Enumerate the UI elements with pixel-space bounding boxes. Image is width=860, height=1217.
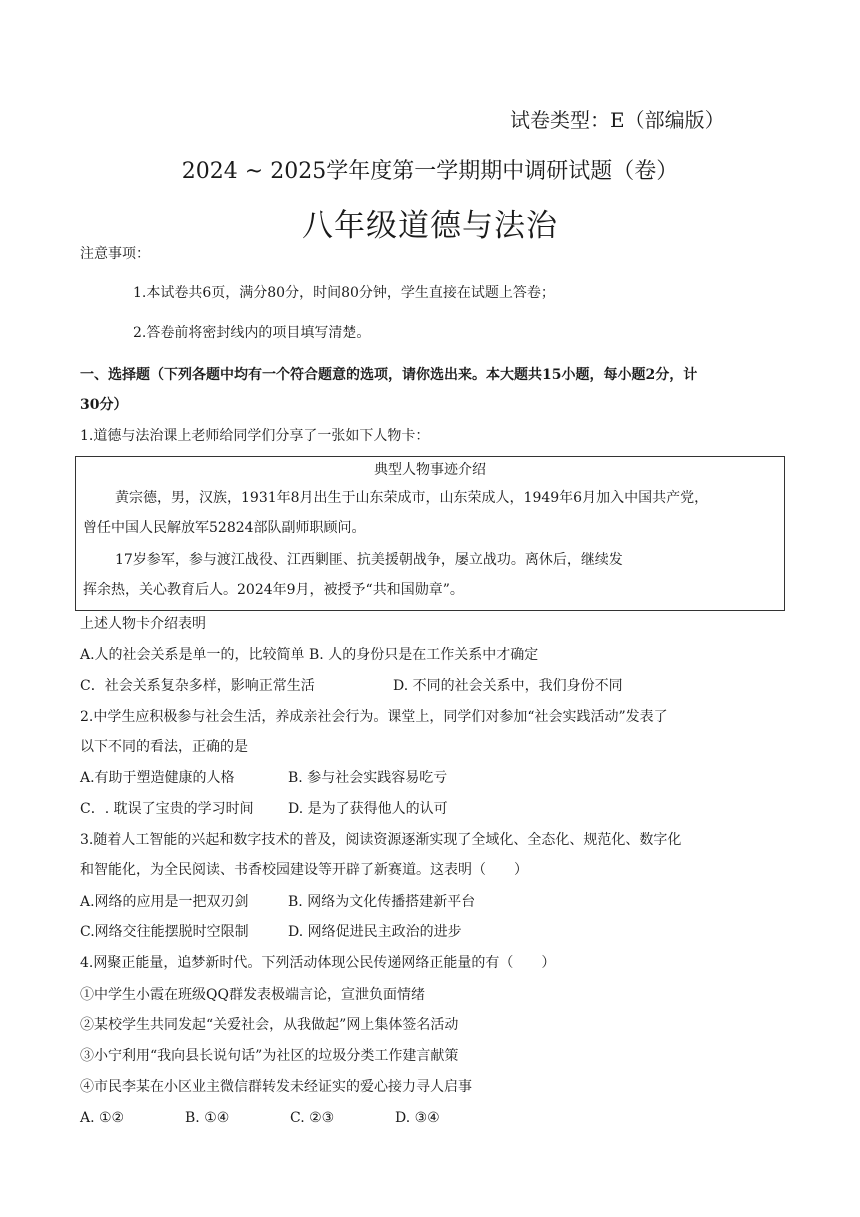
question-3-option-c: C.网络交往能摆脱时空限制 (80, 924, 249, 940)
question-2-option-c: C．. 耽误了宝贵的学习时间 (80, 801, 254, 817)
question-4-stem: 4.网聚正能量，追梦新时代。下列活动体现公民传递网络正能量的有（ ） (80, 955, 556, 971)
notice-item: 2.答卷前将密封线内的项目填写清楚。 (133, 325, 371, 341)
section-heading: 一、选择题（下列各题中均有一个符合题意的选项，请你选出来。本大题共15小题，每小题2分，计 (80, 367, 698, 383)
person-card-title: 典型人物事迹介绍 (374, 462, 486, 478)
question-4-item: ③小宁利用“我向县长说句话”为社区的垃圾分类工作建言献策 (80, 1048, 459, 1064)
question-3-stem: 3.随着人工智能的兴起和数字技术的普及，阅读资源逐渐实现了全域化、全态化、规范化、数字化 (80, 832, 682, 848)
question-4-option-c: C. ②③ (290, 1110, 335, 1126)
question-1-option-c: C．社会关系复杂多样，影响正常生活 (80, 678, 315, 694)
question-1-options-ab: A.人的社会关系是单一的，比较简单 B. 人的身份只是在工作关系中才确定 (80, 647, 539, 663)
question-4-option-b: B. ①④ (185, 1110, 230, 1126)
notice-label: 注意事项： (80, 246, 150, 262)
question-1-option-d: D. 不同的社会关系中，我们身份不同 (393, 678, 623, 694)
question-4-option-d: D. ③④ (395, 1110, 440, 1126)
question-2-option-b: B. 参与社会实践容易吃亏 (288, 770, 448, 786)
question-3-stem-cont: 和智能化，为全民阅读、书香校园建设等开辟了新赛道。这表明（ ） (80, 862, 528, 878)
notice-item: 1.本试卷共6页，满分80分，时间80分钟，学生直接在试题上答卷； (133, 285, 555, 301)
question-2-stem: 2.中学生应积极参与社会生活，养成亲社会行为。课堂上，同学们对参加“社会实践活动”发表了 (80, 709, 668, 725)
question-4-item: ②某校学生共同发起“关爱社会，从我做起”网上集体签名活动 (80, 1017, 459, 1033)
person-card-text: 曾任中国人民解放军52824部队副师职顾问。 (83, 520, 366, 536)
paper-type-label: 试卷类型：E（部编版） (510, 108, 725, 132)
question-4-item: ①中学生小霞在班级QQ群发表极端言论，宣泄负面情绪 (80, 987, 425, 1003)
question-2-stem-cont: 以下不同的看法，正确的是 (80, 739, 248, 755)
person-card-text: 黄宗德，男，汉族，1931年8月出生于山东荣成市，山东荣成人，1949年6月加入中国共产党， (115, 490, 709, 506)
exam-title: 2024 ~ 2025学年度第一学期期中调研试题（卷） (181, 159, 679, 184)
section-heading-cont: 30分） (80, 397, 128, 413)
person-card-text: 17岁参军，参与渡江战役、江西剿匪、抗美援朝战争，屡立战功。离休后，继续发 (115, 552, 623, 568)
question-3-option-b: B. 网络为文化传播搭建新平台 (288, 894, 476, 910)
question-3-option-a: A.网络的应用是一把双刃剑 (80, 894, 249, 910)
question-4-item: ④市民李某在小区业主微信群转发未经证实的爱心接力寻人启事 (80, 1079, 472, 1095)
question-3-option-d: D. 网络促进民主政治的进步 (288, 924, 462, 940)
question-2-option-a: A.有助于塑造健康的人格 (80, 770, 235, 786)
question-1-follow: 上述人物卡介绍表明 (80, 616, 206, 632)
question-1-stem: 1.道德与法治课上老师给同学们分享了一张如下人物卡： (80, 428, 430, 444)
question-4-option-a: A. ①② (80, 1110, 125, 1126)
subject-title: 八年级道德与法治 (302, 208, 558, 244)
question-2-option-d: D. 是为了获得他人的认可 (288, 801, 448, 817)
person-card-text: 挥余热，关心教育后人。2024年9月，被授予“共和国勋章”。 (83, 582, 464, 598)
